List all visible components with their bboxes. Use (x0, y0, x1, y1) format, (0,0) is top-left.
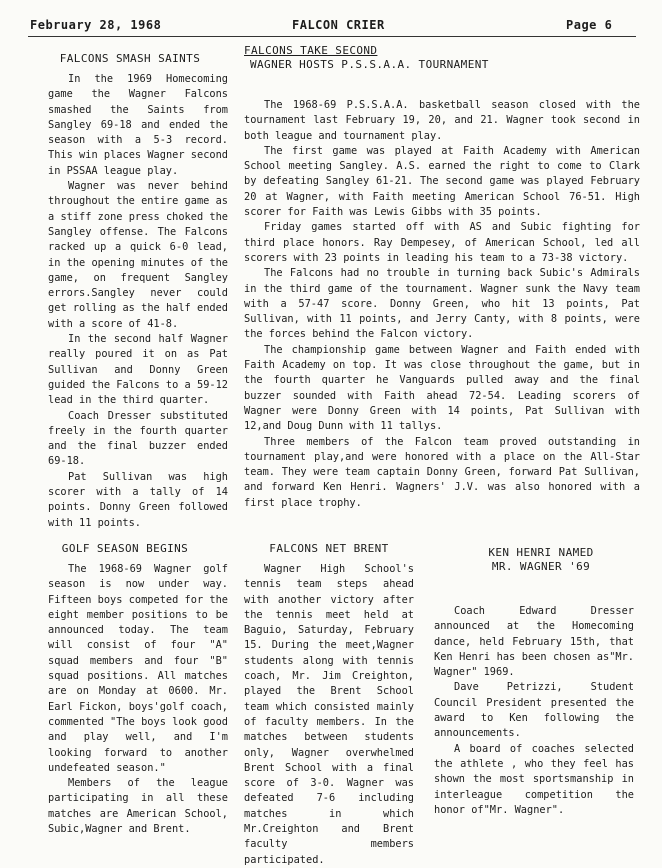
story2-paragraph: The first game was played at Faith Academy with American School meeting Sangley. A.S. earned the right to come to Clark by defeating Sangley 61-21. The second game was played February 20 at Wagner, with Faith meeting American School 76-51. High scorer for Faith was Lewis Gibbs with 35 points. (244, 144, 640, 219)
story3-paragraph: The 1968-69 Wagner golf season is now under way. Fifteen boys competed for the eight member positions to be announced today. The team will consist of four "A" squad members and four "B" squad positions. All matches are on Monday at 0600. Mr. Earl Fickon, boys'golf coach, commented "The boys look good and play well, and I'm looking forward to another undefeated season." (48, 563, 228, 774)
story1-body (48, 72, 228, 531)
story2-paragraph: The championship game between Wagner and Faith ended with Faith Academy on top. It was close throughout the game, but in the fourth quarter he Vanguards pulled away and the final buzzer sounded with Faith ahead 72-54. Leading scorers of Wagner were Donny Green with 14 points, Pat Sullivan with 12,and Doug Dunn with 11 tallys. (244, 343, 640, 433)
story5-body (434, 604, 634, 818)
story5-paragraph: Dave Petrizzi, Student Council President presented the award to Ken following the announcements. (434, 681, 634, 740)
story3-paragraph: Members of the league participating in all these matches are American School, Subic,Wagner and Brent. (48, 777, 228, 836)
issue-date: February 28, 1968 (30, 18, 162, 32)
story1-paragraph: Wagner was never behind throughout the entire game as a stiff zone press choked the Sangley offense. The Falcons racked up a quick 6-0 lead, in the opening minutes of the game, on frequent Sangley errors.Sangley never could get rolling as the half ended with a score of 41-8. (48, 180, 228, 330)
story5-paragraph: Coach Edward Dresser announced at the Homecoming dance, held February 15th, that Ken Henri has been chosen as"Mr. Wagner" 1969. (434, 605, 634, 679)
story1-paragraph: Coach Dresser substituted freely in the fourth quarter and the final buzzer ended 69-18. (48, 409, 228, 468)
story3-headline: GOLF SEASON BEGINS (61, 542, 189, 555)
header-rule (28, 36, 636, 37)
story2-paragraph: The 1968-69 P.S.S.A.A. basketball season closed with the tournament last February 19, 20, and 21. Wagner took second in both league and tournament play. (244, 99, 640, 142)
story2-paragraph: Three members of the Falcon team proved outstanding in tournament play,and were honored with a place on the All-Star team. They were team captain Donny Green, forward Pat Sullivan, and forward Ken Henri. Wagners' J.V. was also honored with a first place trophy. (244, 435, 640, 509)
story5-headline: KEN HENRI NAMED (488, 546, 594, 559)
story2-paragraph: Friday games started off with AS and Subic fighting for third place honors. Ray Dempesey, of American School, led all scorers with 23 points in leading his team to a 73-38 victory. (244, 221, 640, 264)
story1-paragraph: In the 1969 Homecoming game the Wagner Falcons smashed the Saints from Sangley 69-18 and ended the season with a 5-3 record. This win places Wagner second in PSSAA league play. (48, 73, 228, 177)
story4-paragraph: Wagner High School's tennis team steps ahead with another victory after the tennis meet held at Baguio, Saturday, February 15. During the meet,Wagner students along with tennis coach, Mr. Jim Creighton, played the Brent School team which consisted mainly of faculty members. In the matches between students only, Wagner overwhelmed Brent School with a final score of 3-0. Wagner was defeated 7-6 including matches in which Mr.Creighton and Brent faculty members participated. (244, 563, 414, 866)
paper-name: FALCON CRIER (292, 18, 385, 32)
story5-paragraph: A board of coaches selected the athlete , who they feel has shown the most sportsmanship in interleague competition the honor of"Mr. Wagner". (434, 742, 634, 816)
story4-headline: FALCONS NET BRENT (269, 542, 389, 555)
story2-subheadline: WAGNER HOSTS P.S.S.A.A. TOURNAMENT (250, 58, 489, 71)
story5-subheadline: MR. WAGNER '69 (491, 560, 591, 573)
story3-body (48, 562, 228, 837)
story2-headline: FALCONS TAKE SECOND (244, 44, 378, 57)
story4-body (244, 562, 414, 868)
story2-paragraph: The Falcons had no trouble in turning back Subic's Admirals in the third game of the tournament. Wagner sunk the Navy team with a 57-47 score. Donny Green, who hit 13 points, Pat Sullivan, with 11 points, and Jerry Canty, with 8 points, were the forces behind the Falcon victory. (244, 267, 640, 341)
story2-body (244, 98, 640, 511)
story1-paragraph: In the second half Wagner really poured it on as Pat Sullivan and Donny Green guided the Falcons to a 59-12 lead in the third quarter. (48, 333, 228, 407)
story1-headline: FALCONS SMASH SAINTS (59, 52, 201, 65)
page-number: Page 6 (566, 18, 613, 32)
story1-paragraph: Pat Sullivan was high scorer with a tally of 14 points. Donny Green followed with 11 points. (48, 470, 228, 529)
